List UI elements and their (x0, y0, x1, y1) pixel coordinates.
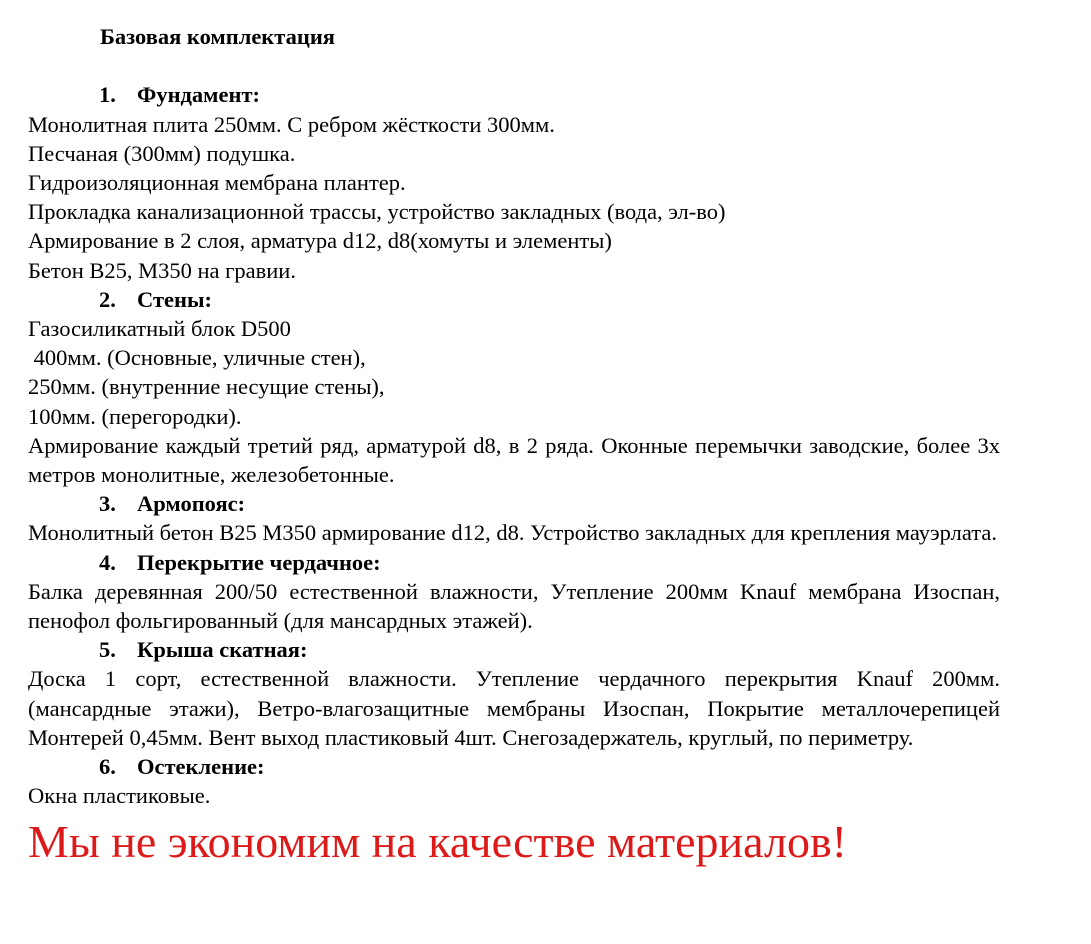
section-heading-label: Фундамент: (137, 82, 260, 108)
section-number: 2. (99, 286, 116, 312)
paragraph: Окна пластиковые. (28, 783, 211, 809)
paragraph: 400мм. (Основные, уличные стен), (28, 345, 366, 371)
paragraph: Армирование в 2 слоя, арматура d12, d8(хомуты и элементы) (28, 228, 612, 254)
section-heading-label: Остекление: (137, 754, 265, 780)
section-pitched-roof (28, 635, 1000, 752)
section-attic-floor (28, 548, 1000, 636)
paragraph: Армирование каждый третий ряд, арматурой d8, в 2 ряда. Оконные перемычки заводские, более 3х метров монолитные, железобетонные. (28, 432, 1000, 488)
section-heading-label: Крыша скатная: (137, 637, 308, 663)
paragraph: Газосиликатный блок D500 (28, 316, 291, 342)
section-heading (28, 548, 1000, 577)
section-heading (28, 285, 1000, 314)
section-heading-label: Стены: (137, 286, 213, 312)
section-heading (28, 489, 1000, 518)
section-number: 1. (99, 82, 116, 108)
document-body (28, 22, 1000, 870)
section-number: 3. (99, 491, 116, 517)
section-heading-label: Армопояс: (137, 491, 246, 517)
paragraph: Монолитный бетон В25 М350 армирование d12, d8. Устройство закладных для крепления мауэрлата. (28, 520, 997, 546)
section-heading-label: Перекрытие чердачное: (137, 549, 381, 575)
paragraph: Монолитная плита 250мм. С ребром жёсткости 300мм. (28, 111, 555, 137)
section-heading (28, 635, 1000, 664)
paragraph: 250мм. (внутренние несущие стены), (28, 374, 385, 400)
paragraph: Доска 1 сорт, естественной влажности. Утепление чердачного перекрытия Knauf 200мм.(мансардные этажи), Ветро-влагозащитные мембраны Изоспан, Покрытие металлочерепицей Монтерей 0,45мм. Вент выход пластиковый 4шт. Снегозадержатель, круглый, по периметру. (28, 666, 1000, 750)
section-armored-belt (28, 489, 1000, 547)
paragraph: Прокладка канализационной трассы, устройство закладных (вода, эл-во) (28, 199, 726, 225)
section-number: 5. (99, 637, 116, 663)
section-heading (28, 752, 1000, 781)
section-number: 6. (99, 754, 116, 780)
section-number: 4. (99, 549, 116, 575)
paragraph: 100мм. (перегородки). (28, 403, 242, 429)
section-foundation (28, 80, 1000, 284)
paragraph: Бетон В25, М350 на гравии. (28, 257, 296, 283)
paragraph: Балка деревянная 200/50 естественной влажности, Утепление 200мм Knauf мембрана Изоспан, пенофол фольгированный (для мансардных этажей). (28, 578, 1000, 634)
slogan-text: Мы не экономим на качестве материалов! (28, 816, 847, 868)
paragraph: Гидроизоляционная мембрана плантер. (28, 170, 406, 195)
section-walls (28, 285, 1000, 489)
paragraph: Песчаная (300мм) подушка. (28, 140, 296, 166)
section-heading (28, 80, 1000, 109)
page-title: Базовая комплектация (100, 24, 335, 49)
section-glazing (28, 752, 1000, 810)
